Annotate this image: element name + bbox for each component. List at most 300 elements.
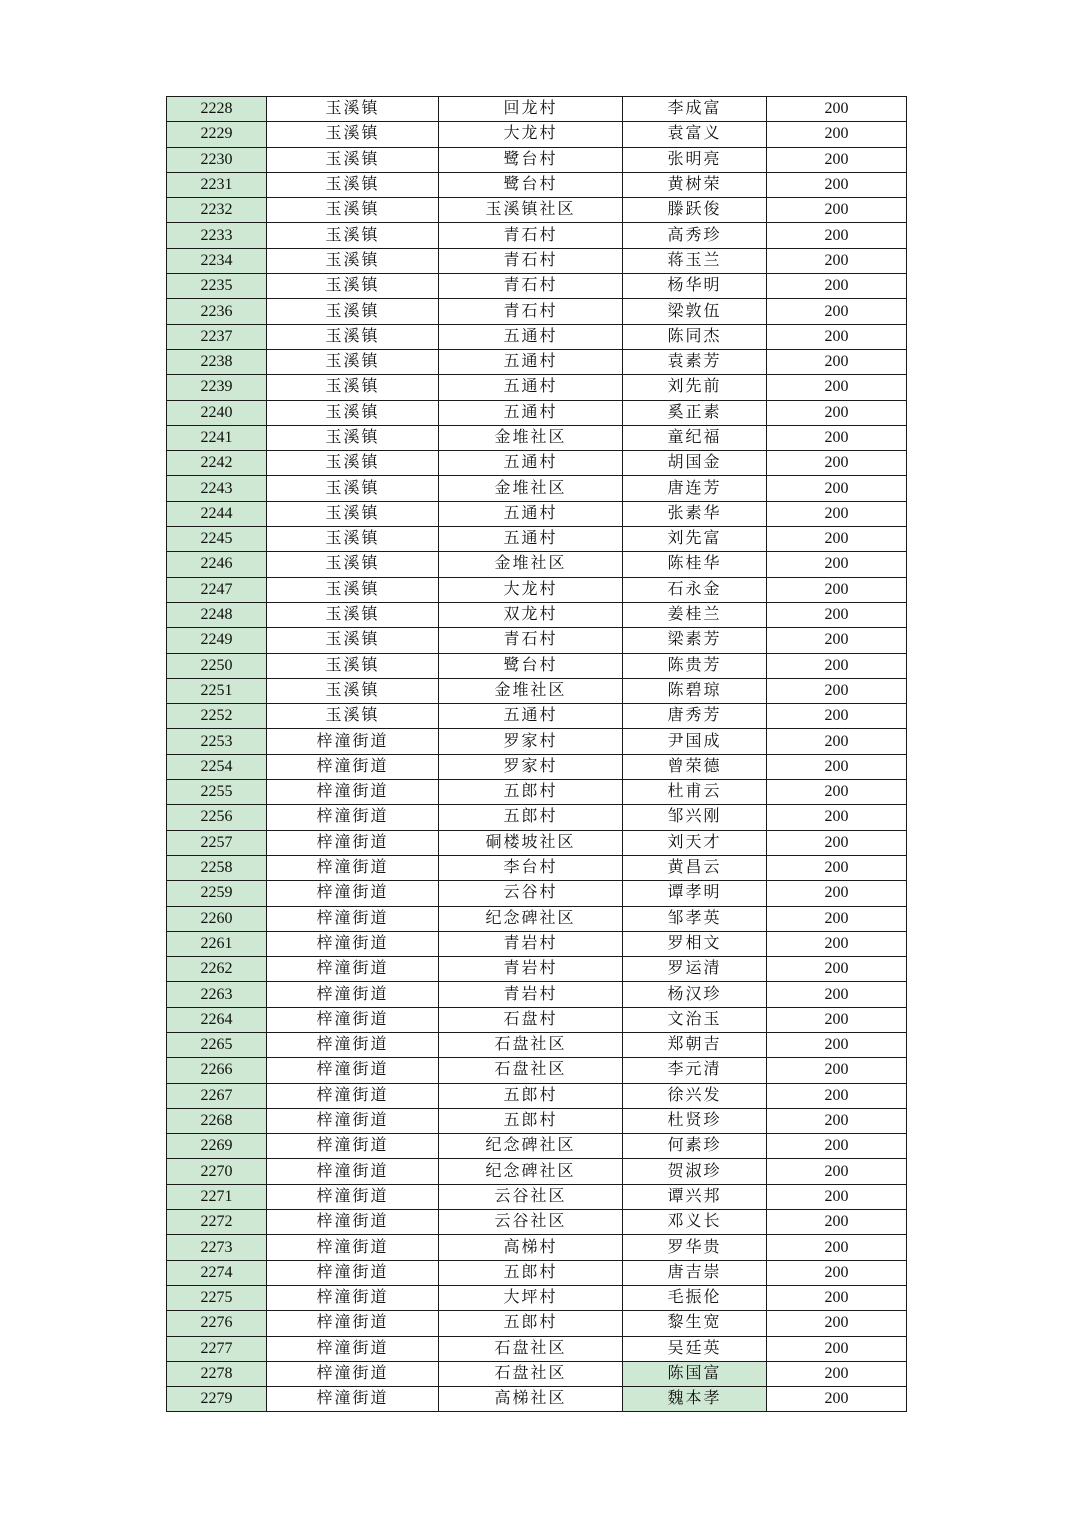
village-cell: 五郎村 bbox=[439, 1083, 623, 1108]
name-cell: 刘先富 bbox=[623, 527, 767, 552]
amount-cell: 200 bbox=[767, 1159, 907, 1184]
township-cell: 梓潼街道 bbox=[267, 1108, 439, 1133]
table-row bbox=[167, 349, 907, 374]
table-row bbox=[167, 1260, 907, 1285]
village-cell: 纪念碑社区 bbox=[439, 1159, 623, 1184]
serial-number-cell: 2264 bbox=[167, 1007, 267, 1032]
table-row bbox=[167, 704, 907, 729]
name-cell: 徐兴发 bbox=[623, 1083, 767, 1108]
name-cell: 邹孝英 bbox=[623, 906, 767, 931]
name-cell: 蒋玉兰 bbox=[623, 248, 767, 273]
township-cell: 梓潼街道 bbox=[267, 754, 439, 779]
village-cell: 五郎村 bbox=[439, 805, 623, 830]
village-cell: 鹭台村 bbox=[439, 147, 623, 172]
amount-cell: 200 bbox=[767, 1108, 907, 1133]
serial-number-cell: 2267 bbox=[167, 1083, 267, 1108]
village-cell: 金堆社区 bbox=[439, 552, 623, 577]
amount-cell: 200 bbox=[767, 1285, 907, 1310]
serial-number-cell: 2239 bbox=[167, 375, 267, 400]
township-cell: 玉溪镇 bbox=[267, 552, 439, 577]
table-row bbox=[167, 451, 907, 476]
village-cell: 回龙村 bbox=[439, 97, 623, 122]
township-cell: 梓潼街道 bbox=[267, 805, 439, 830]
serial-number-cell: 2240 bbox=[167, 400, 267, 425]
serial-number-cell: 2268 bbox=[167, 1108, 267, 1133]
serial-number-cell: 2253 bbox=[167, 729, 267, 754]
township-cell: 梓潼街道 bbox=[267, 1387, 439, 1412]
township-cell: 玉溪镇 bbox=[267, 501, 439, 526]
township-cell: 梓潼街道 bbox=[267, 780, 439, 805]
village-cell: 五郎村 bbox=[439, 780, 623, 805]
name-cell: 毛振伦 bbox=[623, 1285, 767, 1310]
township-cell: 玉溪镇 bbox=[267, 349, 439, 374]
serial-number-cell: 2246 bbox=[167, 552, 267, 577]
amount-cell: 200 bbox=[767, 527, 907, 552]
village-cell: 纪念碑社区 bbox=[439, 1134, 623, 1159]
township-cell: 梓潼街道 bbox=[267, 1311, 439, 1336]
village-cell: 五通村 bbox=[439, 375, 623, 400]
name-cell: 罗运清 bbox=[623, 957, 767, 982]
name-cell: 何素珍 bbox=[623, 1134, 767, 1159]
village-cell: 五郎村 bbox=[439, 1260, 623, 1285]
village-cell: 青石村 bbox=[439, 223, 623, 248]
township-cell: 玉溪镇 bbox=[267, 602, 439, 627]
village-cell: 青石村 bbox=[439, 248, 623, 273]
township-cell: 玉溪镇 bbox=[267, 299, 439, 324]
table-row bbox=[167, 425, 907, 450]
village-cell: 云谷社区 bbox=[439, 1184, 623, 1209]
village-cell: 石盘社区 bbox=[439, 1361, 623, 1386]
table-row bbox=[167, 248, 907, 273]
serial-number-cell: 2266 bbox=[167, 1058, 267, 1083]
table-row bbox=[167, 805, 907, 830]
township-cell: 玉溪镇 bbox=[267, 577, 439, 602]
township-cell: 玉溪镇 bbox=[267, 425, 439, 450]
village-cell: 五郎村 bbox=[439, 1311, 623, 1336]
table-row bbox=[167, 375, 907, 400]
serial-number-cell: 2277 bbox=[167, 1336, 267, 1361]
serial-number-cell: 2248 bbox=[167, 602, 267, 627]
serial-number-cell: 2263 bbox=[167, 982, 267, 1007]
name-cell: 陈贵芳 bbox=[623, 653, 767, 678]
village-cell: 罗家村 bbox=[439, 729, 623, 754]
table-row bbox=[167, 122, 907, 147]
village-cell: 石盘村 bbox=[439, 1007, 623, 1032]
township-cell: 梓潼街道 bbox=[267, 881, 439, 906]
amount-cell: 200 bbox=[767, 1134, 907, 1159]
name-cell: 罗华贵 bbox=[623, 1235, 767, 1260]
village-cell: 五通村 bbox=[439, 527, 623, 552]
name-cell: 袁素芳 bbox=[623, 349, 767, 374]
table-row bbox=[167, 527, 907, 552]
table-row bbox=[167, 982, 907, 1007]
township-cell: 玉溪镇 bbox=[267, 198, 439, 223]
table-row bbox=[167, 476, 907, 501]
amount-cell: 200 bbox=[767, 198, 907, 223]
table-row bbox=[167, 1032, 907, 1057]
amount-cell: 200 bbox=[767, 602, 907, 627]
name-cell: 刘天才 bbox=[623, 830, 767, 855]
township-cell: 梓潼街道 bbox=[267, 957, 439, 982]
amount-cell: 200 bbox=[767, 1210, 907, 1235]
name-cell: 陈桂华 bbox=[623, 552, 767, 577]
village-cell: 五通村 bbox=[439, 400, 623, 425]
village-cell: 五通村 bbox=[439, 501, 623, 526]
amount-cell: 200 bbox=[767, 172, 907, 197]
amount-cell: 200 bbox=[767, 349, 907, 374]
village-cell: 五郎村 bbox=[439, 1108, 623, 1133]
village-cell: 高梯村 bbox=[439, 1235, 623, 1260]
name-cell: 邹兴刚 bbox=[623, 805, 767, 830]
serial-number-cell: 2254 bbox=[167, 754, 267, 779]
table-row bbox=[167, 855, 907, 880]
amount-cell: 200 bbox=[767, 830, 907, 855]
township-cell: 梓潼街道 bbox=[267, 1260, 439, 1285]
table-row bbox=[167, 1235, 907, 1260]
township-cell: 玉溪镇 bbox=[267, 527, 439, 552]
village-cell: 青石村 bbox=[439, 628, 623, 653]
name-cell: 梁素芳 bbox=[623, 628, 767, 653]
name-cell: 杨汉珍 bbox=[623, 982, 767, 1007]
name-cell: 罗相文 bbox=[623, 931, 767, 956]
village-cell: 罗家村 bbox=[439, 754, 623, 779]
amount-cell: 200 bbox=[767, 805, 907, 830]
name-cell: 谭兴邦 bbox=[623, 1184, 767, 1209]
table-row bbox=[167, 628, 907, 653]
amount-cell: 200 bbox=[767, 1184, 907, 1209]
township-cell: 玉溪镇 bbox=[267, 274, 439, 299]
table-row bbox=[167, 729, 907, 754]
township-cell: 玉溪镇 bbox=[267, 678, 439, 703]
table-row bbox=[167, 577, 907, 602]
township-cell: 玉溪镇 bbox=[267, 628, 439, 653]
township-cell: 梓潼街道 bbox=[267, 1210, 439, 1235]
village-cell: 云谷社区 bbox=[439, 1210, 623, 1235]
table-row bbox=[167, 1387, 907, 1412]
table-row bbox=[167, 172, 907, 197]
township-cell: 梓潼街道 bbox=[267, 1058, 439, 1083]
amount-cell: 200 bbox=[767, 957, 907, 982]
amount-cell: 200 bbox=[767, 1260, 907, 1285]
serial-number-cell: 2251 bbox=[167, 678, 267, 703]
name-cell: 童纪福 bbox=[623, 425, 767, 450]
amount-cell: 200 bbox=[767, 451, 907, 476]
table-row bbox=[167, 1285, 907, 1310]
village-cell: 金堆社区 bbox=[439, 678, 623, 703]
amount-cell: 200 bbox=[767, 324, 907, 349]
serial-number-cell: 2260 bbox=[167, 906, 267, 931]
serial-number-cell: 2258 bbox=[167, 855, 267, 880]
amount-cell: 200 bbox=[767, 678, 907, 703]
village-cell: 青岩村 bbox=[439, 957, 623, 982]
name-cell: 谭孝明 bbox=[623, 881, 767, 906]
name-cell: 高秀珍 bbox=[623, 223, 767, 248]
table-body bbox=[167, 97, 907, 1412]
table-row bbox=[167, 552, 907, 577]
amount-cell: 200 bbox=[767, 400, 907, 425]
serial-number-cell: 2256 bbox=[167, 805, 267, 830]
name-cell: 李元清 bbox=[623, 1058, 767, 1083]
serial-number-cell: 2245 bbox=[167, 527, 267, 552]
serial-number-cell: 2269 bbox=[167, 1134, 267, 1159]
amount-cell: 200 bbox=[767, 1387, 907, 1412]
serial-number-cell: 2249 bbox=[167, 628, 267, 653]
table-row bbox=[167, 198, 907, 223]
name-cell: 袁富义 bbox=[623, 122, 767, 147]
serial-number-cell: 2247 bbox=[167, 577, 267, 602]
serial-number-cell: 2231 bbox=[167, 172, 267, 197]
township-cell: 玉溪镇 bbox=[267, 400, 439, 425]
village-cell: 大坪村 bbox=[439, 1285, 623, 1310]
amount-cell: 200 bbox=[767, 122, 907, 147]
amount-cell: 200 bbox=[767, 501, 907, 526]
name-cell: 奚正素 bbox=[623, 400, 767, 425]
name-cell: 李成富 bbox=[623, 97, 767, 122]
township-cell: 梓潼街道 bbox=[267, 1032, 439, 1057]
table-row bbox=[167, 830, 907, 855]
township-cell: 玉溪镇 bbox=[267, 653, 439, 678]
table-row bbox=[167, 274, 907, 299]
township-cell: 玉溪镇 bbox=[267, 172, 439, 197]
name-cell: 滕跃俊 bbox=[623, 198, 767, 223]
name-cell: 黄昌云 bbox=[623, 855, 767, 880]
township-cell: 玉溪镇 bbox=[267, 324, 439, 349]
amount-cell: 200 bbox=[767, 1311, 907, 1336]
amount-cell: 200 bbox=[767, 931, 907, 956]
name-cell: 梁敦伍 bbox=[623, 299, 767, 324]
name-cell: 唐秀芳 bbox=[623, 704, 767, 729]
name-cell: 唐吉崇 bbox=[623, 1260, 767, 1285]
serial-number-cell: 2228 bbox=[167, 97, 267, 122]
serial-number-cell: 2259 bbox=[167, 881, 267, 906]
serial-number-cell: 2229 bbox=[167, 122, 267, 147]
township-cell: 梓潼街道 bbox=[267, 729, 439, 754]
table-row bbox=[167, 1058, 907, 1083]
table-row bbox=[167, 147, 907, 172]
serial-number-cell: 2274 bbox=[167, 1260, 267, 1285]
village-cell: 鹭台村 bbox=[439, 653, 623, 678]
village-cell: 金堆社区 bbox=[439, 476, 623, 501]
table-row bbox=[167, 1007, 907, 1032]
table-row bbox=[167, 1134, 907, 1159]
name-cell: 胡国金 bbox=[623, 451, 767, 476]
township-cell: 梓潼街道 bbox=[267, 1361, 439, 1386]
township-cell: 玉溪镇 bbox=[267, 704, 439, 729]
village-cell: 石盘社区 bbox=[439, 1336, 623, 1361]
name-cell: 黎生宽 bbox=[623, 1311, 767, 1336]
township-cell: 梓潼街道 bbox=[267, 1007, 439, 1032]
name-cell: 张明亮 bbox=[623, 147, 767, 172]
township-cell: 玉溪镇 bbox=[267, 476, 439, 501]
village-cell: 青石村 bbox=[439, 274, 623, 299]
table-row bbox=[167, 754, 907, 779]
township-cell: 玉溪镇 bbox=[267, 451, 439, 476]
table-row bbox=[167, 299, 907, 324]
serial-number-cell: 2234 bbox=[167, 248, 267, 273]
serial-number-cell: 2242 bbox=[167, 451, 267, 476]
amount-cell: 200 bbox=[767, 476, 907, 501]
amount-cell: 200 bbox=[767, 577, 907, 602]
serial-number-cell: 2236 bbox=[167, 299, 267, 324]
amount-cell: 200 bbox=[767, 1235, 907, 1260]
amount-cell: 200 bbox=[767, 780, 907, 805]
table-row bbox=[167, 400, 907, 425]
village-cell: 硐楼坡社区 bbox=[439, 830, 623, 855]
name-cell: 吴廷英 bbox=[623, 1336, 767, 1361]
serial-number-cell: 2273 bbox=[167, 1235, 267, 1260]
serial-number-cell: 2250 bbox=[167, 653, 267, 678]
amount-cell: 200 bbox=[767, 982, 907, 1007]
amount-cell: 200 bbox=[767, 1336, 907, 1361]
table-row bbox=[167, 1083, 907, 1108]
township-cell: 玉溪镇 bbox=[267, 147, 439, 172]
amount-cell: 200 bbox=[767, 425, 907, 450]
township-cell: 梓潼街道 bbox=[267, 1134, 439, 1159]
amount-cell: 200 bbox=[767, 906, 907, 931]
village-cell: 五通村 bbox=[439, 349, 623, 374]
township-cell: 梓潼街道 bbox=[267, 931, 439, 956]
township-cell: 玉溪镇 bbox=[267, 97, 439, 122]
village-cell: 高梯社区 bbox=[439, 1387, 623, 1412]
serial-number-cell: 2244 bbox=[167, 501, 267, 526]
village-cell: 青石村 bbox=[439, 299, 623, 324]
amount-cell: 200 bbox=[767, 299, 907, 324]
name-cell: 张素华 bbox=[623, 501, 767, 526]
table-row bbox=[167, 780, 907, 805]
serial-number-cell: 2271 bbox=[167, 1184, 267, 1209]
township-cell: 玉溪镇 bbox=[267, 122, 439, 147]
amount-cell: 200 bbox=[767, 1007, 907, 1032]
name-cell: 邓义长 bbox=[623, 1210, 767, 1235]
serial-number-cell: 2262 bbox=[167, 957, 267, 982]
amount-cell: 200 bbox=[767, 653, 907, 678]
village-cell: 双龙村 bbox=[439, 602, 623, 627]
village-cell: 云谷村 bbox=[439, 881, 623, 906]
township-cell: 梓潼街道 bbox=[267, 982, 439, 1007]
serial-number-cell: 2261 bbox=[167, 931, 267, 956]
township-cell: 玉溪镇 bbox=[267, 223, 439, 248]
table-row bbox=[167, 223, 907, 248]
serial-number-cell: 2238 bbox=[167, 349, 267, 374]
table-row bbox=[167, 1108, 907, 1133]
serial-number-cell: 2233 bbox=[167, 223, 267, 248]
village-cell: 青岩村 bbox=[439, 982, 623, 1007]
name-cell: 魏本孝 bbox=[623, 1387, 767, 1412]
village-cell: 石盘社区 bbox=[439, 1032, 623, 1057]
serial-number-cell: 2257 bbox=[167, 830, 267, 855]
table-row bbox=[167, 1336, 907, 1361]
village-cell: 五通村 bbox=[439, 324, 623, 349]
amount-cell: 200 bbox=[767, 881, 907, 906]
table-row bbox=[167, 1159, 907, 1184]
table-row bbox=[167, 906, 907, 931]
serial-number-cell: 2278 bbox=[167, 1361, 267, 1386]
village-cell: 鹭台村 bbox=[439, 172, 623, 197]
serial-number-cell: 2265 bbox=[167, 1032, 267, 1057]
village-cell: 大龙村 bbox=[439, 577, 623, 602]
township-cell: 梓潼街道 bbox=[267, 906, 439, 931]
amount-cell: 200 bbox=[767, 223, 907, 248]
table-row bbox=[167, 602, 907, 627]
serial-number-cell: 2276 bbox=[167, 1311, 267, 1336]
township-cell: 梓潼街道 bbox=[267, 1336, 439, 1361]
village-cell: 纪念碑社区 bbox=[439, 906, 623, 931]
name-cell: 陈碧琼 bbox=[623, 678, 767, 703]
amount-cell: 200 bbox=[767, 704, 907, 729]
township-cell: 梓潼街道 bbox=[267, 1159, 439, 1184]
table-row bbox=[167, 1361, 907, 1386]
township-cell: 玉溪镇 bbox=[267, 375, 439, 400]
name-cell: 陈国富 bbox=[623, 1361, 767, 1386]
village-cell: 金堆社区 bbox=[439, 425, 623, 450]
name-cell: 黄树荣 bbox=[623, 172, 767, 197]
amount-cell: 200 bbox=[767, 248, 907, 273]
serial-number-cell: 2232 bbox=[167, 198, 267, 223]
table-row bbox=[167, 957, 907, 982]
name-cell: 郑朝吉 bbox=[623, 1032, 767, 1057]
township-cell: 梓潼街道 bbox=[267, 1285, 439, 1310]
village-cell: 石盘社区 bbox=[439, 1058, 623, 1083]
table-row bbox=[167, 1184, 907, 1209]
table-row bbox=[167, 1210, 907, 1235]
amount-cell: 200 bbox=[767, 1058, 907, 1083]
amount-cell: 200 bbox=[767, 1361, 907, 1386]
amount-cell: 200 bbox=[767, 754, 907, 779]
name-cell: 文治玉 bbox=[623, 1007, 767, 1032]
amount-cell: 200 bbox=[767, 628, 907, 653]
table-row bbox=[167, 501, 907, 526]
village-cell: 李台村 bbox=[439, 855, 623, 880]
name-cell: 曾荣德 bbox=[623, 754, 767, 779]
township-cell: 梓潼街道 bbox=[267, 855, 439, 880]
serial-number-cell: 2275 bbox=[167, 1285, 267, 1310]
table-row bbox=[167, 324, 907, 349]
amount-cell: 200 bbox=[767, 729, 907, 754]
serial-number-cell: 2272 bbox=[167, 1210, 267, 1235]
serial-number-cell: 2243 bbox=[167, 476, 267, 501]
serial-number-cell: 2252 bbox=[167, 704, 267, 729]
village-cell: 五通村 bbox=[439, 451, 623, 476]
village-cell: 五通村 bbox=[439, 704, 623, 729]
serial-number-cell: 2255 bbox=[167, 780, 267, 805]
name-cell: 杨华明 bbox=[623, 274, 767, 299]
serial-number-cell: 2235 bbox=[167, 274, 267, 299]
village-cell: 大龙村 bbox=[439, 122, 623, 147]
amount-cell: 200 bbox=[767, 1083, 907, 1108]
subsidy-list-table bbox=[166, 96, 907, 1412]
name-cell: 杜贤珍 bbox=[623, 1108, 767, 1133]
amount-cell: 200 bbox=[767, 1032, 907, 1057]
township-cell: 梓潼街道 bbox=[267, 830, 439, 855]
serial-number-cell: 2237 bbox=[167, 324, 267, 349]
table-row bbox=[167, 678, 907, 703]
village-cell: 青岩村 bbox=[439, 931, 623, 956]
serial-number-cell: 2279 bbox=[167, 1387, 267, 1412]
amount-cell: 200 bbox=[767, 552, 907, 577]
serial-number-cell: 2270 bbox=[167, 1159, 267, 1184]
name-cell: 唐连芳 bbox=[623, 476, 767, 501]
amount-cell: 200 bbox=[767, 147, 907, 172]
township-cell: 梓潼街道 bbox=[267, 1235, 439, 1260]
serial-number-cell: 2241 bbox=[167, 425, 267, 450]
table-row bbox=[167, 931, 907, 956]
name-cell: 杜甫云 bbox=[623, 780, 767, 805]
township-cell: 玉溪镇 bbox=[267, 248, 439, 273]
name-cell: 石永金 bbox=[623, 577, 767, 602]
name-cell: 陈同杰 bbox=[623, 324, 767, 349]
serial-number-cell: 2230 bbox=[167, 147, 267, 172]
amount-cell: 200 bbox=[767, 97, 907, 122]
